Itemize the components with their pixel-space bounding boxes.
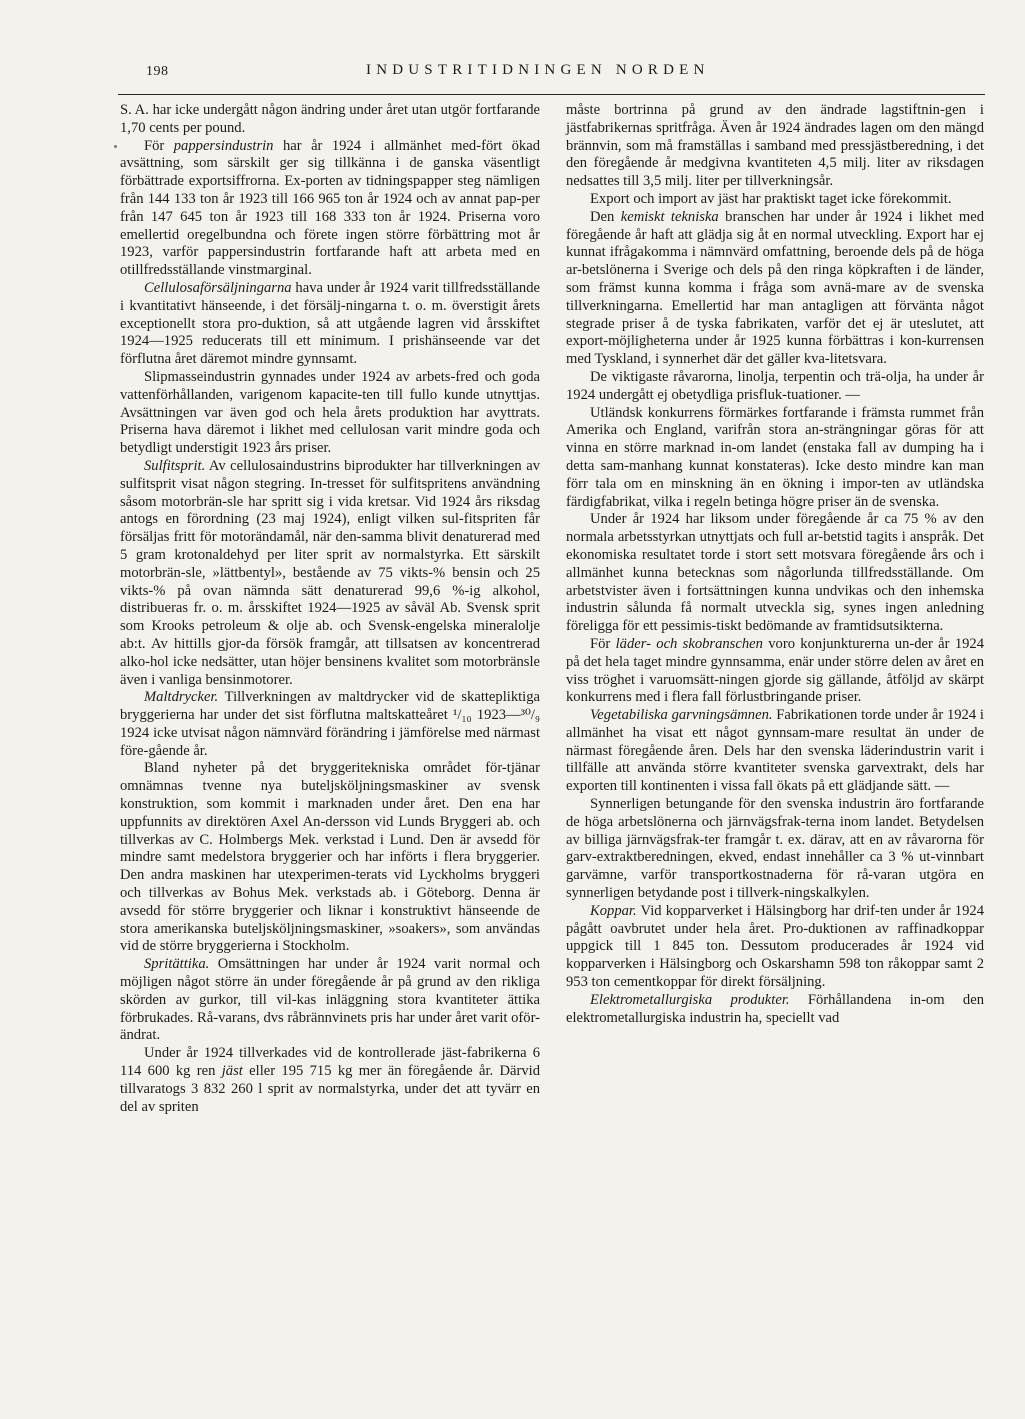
paragraph: Cellulosaförsäljningarna hava under år 1924 varit tillfredsställande i kvantitativt hänseende, i det försälj-ningarna t. o. m. överstigit årets exceptionellt stora pro-duktion, så att utgående lagren vid årsskiftet 1924—1925 reducerats till ett minimum. I prishänseende var det förflutna året däremot mindre gynnsamt. — [120, 279, 540, 368]
section-keyword: Sulfitsprit. — [144, 457, 206, 474]
paragraph: Elektrometallurgiska produkter. Förhållandena in-om den elektrometallurgiska industrin ha, speciellt vad — [566, 991, 984, 1026]
paragraph: Under år 1924 tillverkades vid de kontrollerade jäst-fabrikerna 6 114 600 kg ren jäst eller 195 715 kg mer än föregående år. Därvid tillvaratogs 3 832 260 l sprit av normalstyrka, under det att tyvärr en del av spriten — [120, 1045, 540, 1115]
paragraph: Under år 1924 har liksom under föregående år ca 75 % av den normala arbetsstyrkan utnyttjats och full ar-betstid tagits i anspråk. Det ekonomiska resultatet torde i stort sett motsvara föregående års och i allmänhet kunna betecknas som någorlunda tillfredsställande. Om arbetstvister även i fortsättningen kunna undvikas och den inhemska industrin sålunda få normalt utveckla sig, synes ingen anledning föreligga för ett pessimis-tiskt bedömande av framtidsutsikterna. — [566, 511, 984, 635]
margin-mark — [114, 145, 117, 148]
paragraph: Bland nyheter på det bryggeritekniska området för-tjänar omnämnas tvenne nya buteljsköljningsmaskiner av svensk konstruktion, som kommit i marknaden under året. Den ena har uppfunnits av direktören Axel An-dersson vid Lunds Bryggeri ab. och tillverkas av C. Holmbergs Mek. verkstad i Lund. Den är avsedd för mindre samt medelstora bryggerier och har införts i flera bryggerier. Den andra maskinen har utexperimen-terats vid Lyckholms bryggeri och tillverkas av Bohus Mek. verkstads ab. i Göteborg. Denna är avsedd för större bryggerier och liknar i konstruktivt hänseende de stora amerikanska buteljsköljningsmaskiner, »soakers», som användas vid de större bryggerierna i Stockholm. — [120, 760, 540, 955]
page-header — [146, 62, 906, 84]
section-keyword: läder- och skobranschen — [615, 635, 763, 652]
section-keyword: Cellulosaförsäljningarna — [144, 279, 292, 296]
paragraph: Export och import av jäst har praktiskt taget icke förekommit. — [590, 190, 952, 207]
paragraph: Spritättika. Omsättningen har under år 1924 varit normal och möjligen något större än under föregående år på grund av den rikliga skörden av gurkor, till vil-kas inläggning stora kvantiteter ättika förbrukades. Rå-varans, dvs råbrännvinets pris har under året varit oför-ändrat. — [120, 956, 540, 1044]
section-keyword: kemiskt tekniska — [620, 208, 719, 225]
paragraph: Maltdrycker. Tillverkningen av maltdrycker vid de skattepliktiga bryggerierna har under det sist förflutna maltskatteåret ¹/₁₀ 1923—³⁰/₉ 1924 icke utvisat någon nämnvärd förändring i jämförelse med närmast före-gående år. — [120, 689, 540, 759]
paragraph: Den kemiskt tekniska branschen har under år 1924 i likhet med föregående år haft att glädja sig åt en normal utveckling. Export har ej kunnat ifrågakomma i nämnvärd omfattning, beroende dels på de höga ar-betslönerna i Sverige och dels på den ringa köpkraften i de länder, som främst kunna komma i fråga som avnä-mare av de svenska tillverkningarna. Emellertid har man antagligen att förvänta något stegrade priser å de tyska fabrikaten, varför det ej är uteslutet, att export-möjligheterna under år 1925 kunna förbättras i kon-kurrensen med Tyskland, i synnerhet där det gäller kva-litetsvara. — [566, 208, 984, 368]
section-keyword: Maltdrycker. — [144, 689, 219, 706]
paragraph: Sulfitsprit. Av cellulosaindustrins biprodukter har tillverkningen av sulfitsprit visat någon stegring. In-tresset för sulfitspritens användning såsom motorbrän-sle har spritt sig i vida kretsar. Vid 1924 års riksdag antogs en förordning (23 maj 1924), enligt vilken sul-fitspriten får försäljas fritt för motorändamål, när den-samma blivit denaturerad med 5 gram krotonaldehyd per liter sprit av normalstyrka. Ett särskilt motorbrän-sle, »lättbentyl», bestående av 75 vikts-% bensin och 25 vikts-% på ovan nämnda sätt denaturerad 99,6 %-ig alkohol, distribueras fr. o. m. årsskiftet 1924—1925 av såväl Ab. Svensk sprit som Krooks petroleum & olje ab. och Svensk-engelska mineralolje ab:t. Av hittills gjor-da försök framgår, att tillsatsen av koncentrerad alko-hol icke nedsätter, utan höjer bensinens kvalitet som motorbränsle även i vanliga bensinmotorer. — [120, 457, 540, 688]
paragraph: Utländsk konkurrens förmärkes fortfarande i främsta rummet från Amerika och England, varifrån stora an-strängningar göras för att vinna en större marknad in-om landet (enstaka fall av dumping ha i detta sam-manhang kunnat konstateras). Icke desto mindre kan man förr tala om en minskning än en ökning i impor-ten av utländska färdigfabrikat, vilka i regeln betinga högre priser än de svenska. — [566, 404, 984, 510]
paragraph: För pappersindustrin har år 1924 i allmänhet med-fört ökad avsättning, som särskilt ger sig tillkänna i de ganska väsentligt förbättrade exportsiffrorna. Ex-porten av tidningspapper steg nämligen från 144 133 ton år 1923 till 166 965 ton år 1924 och av annat pap-per från 147 645 ton år 1923 till 168 333 ton år 1924. Priserna voro emellertid oregelbundna och förete ingen större förbättring mot år 1923, varför pappersindustrin fortfarande haft att arbeta med en otillfredsställande vinstmarginal. — [120, 137, 540, 279]
paragraph: S. A. har icke undergått någon ändring under året utan utgör fortfarande 1,70 cents per pound. — [120, 102, 540, 136]
section-keyword: Spritättika. — [144, 956, 210, 973]
paragraph: Synnerligen betungande för den svenska industrin äro fortfarande de höga arbetslönerna och järnvägsfrak-terna inom landet. Betydelsen av billiga järnvägsfrak-ter framgår t. ex. därav, att en av råvarorna för garv-extraktberedningen, ekved, endast innehåller ca 3 % ut-vinnbart garvämne, varför transportkostnaderna för rå-varan utgöra en synnerligen betydande post i tillverk-ningskalkylen. — [566, 796, 984, 902]
right-column — [566, 102, 984, 1027]
section-keyword: jäst — [221, 1063, 243, 1080]
paragraph: Vegetabiliska garvningsämnen. Fabrikationen torde under år 1924 i allmänhet ha visat ett något gynnsam-mare resultat än under de närmast föregående åren. Dels har den svenska läderindustrin varit i tillfälle att använda större kvantiteter svenska garvextrakt, dels har exporten till kontinenten i vissa fall ökats på ett glädjande sätt. — — [566, 707, 984, 795]
journal-title: INDUSTRITIDNINGEN NORDEN — [366, 62, 710, 78]
header-rule — [118, 94, 985, 95]
paragraph: Koppar. Vid kopparverket i Hälsingborg har drif-ten under år 1924 pågått oavbrutet under hela året. Pro-duktionen av raffinadkoppar uppgick till 1 845 ton. Dessutom producerades år 1924 vid kopparverken i Hälsingborg och Oskarshamn 598 ton råkoppar samt 2 953 ton cementkoppar för direkt försäljning. — [566, 902, 984, 991]
section-keyword: Vegetabiliska garvningsämnen. — [590, 707, 773, 724]
section-keyword: pappersindustrin — [173, 137, 274, 154]
left-column — [120, 102, 540, 1116]
paragraph: måste bortrinna på grund av den ändrade lagstiftnin-gen i jästfabrikernas spritfråga. Även år 1924 ändrades lagen om den mängd brännvin, som må framställas i samband med pressjästberedning, i det den föregående år medgivna kvantiteten 4,5 milj. liter av riksdagen nedsattes till 3,5 milj. liter per tillverkningsår. — [566, 102, 984, 190]
section-keyword: Koppar. — [590, 902, 637, 919]
section-keyword: Elektrometallurgiska produkter. — [590, 991, 790, 1008]
page-number: 198 — [146, 64, 169, 79]
paragraph: För läder- och skobranschen voro konjunkturerna un-der år 1924 på det hela taget mindre gynnsamma, enär under större delen av året en viss tröghet i varuomsätt-ningen gjorde sig gällande, åtföljd av skärpt konkurrens med i flera fall förlustbringande priser. — [566, 635, 985, 706]
paragraph: Slipmasseindustrin gynnades under 1924 av arbets-fred och goda vattenförhållanden, varigenom kapacite-ten till fullo kunde utnyttjas. Avsättningen var även god och hela årets produktion har avyttrats. Priserna hava däremot i likhet med cellulosan varit mindre goda och betydligt understigit 1923 års priser. — [120, 368, 540, 457]
paragraph: De viktigaste råvarorna, linolja, terpentin och trä-olja, ha under år 1924 undergått ej obetydliga prisfluk-tuationer. — — [566, 368, 984, 403]
